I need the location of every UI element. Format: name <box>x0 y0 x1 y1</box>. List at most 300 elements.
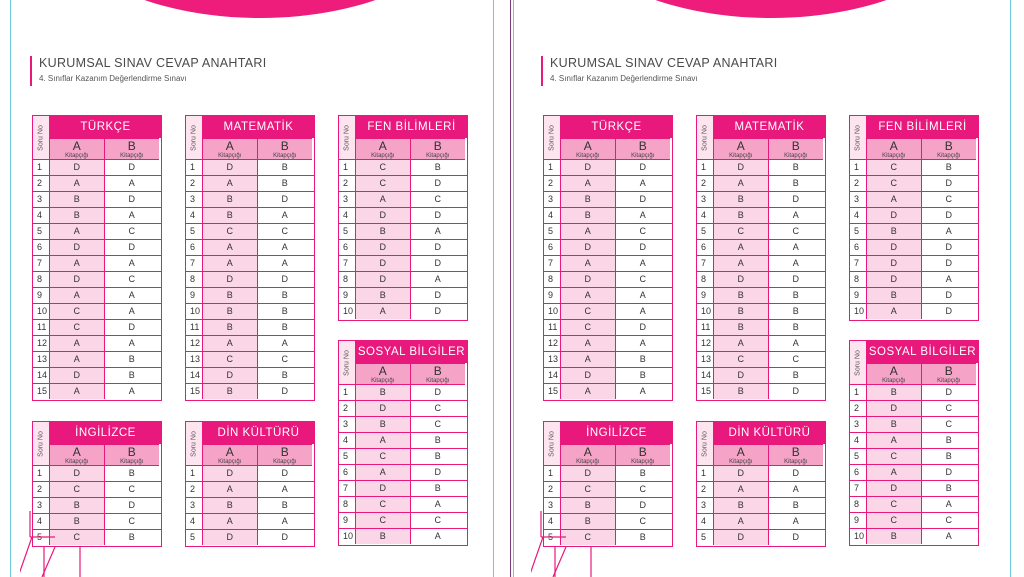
question-number: 1 <box>33 160 50 175</box>
question-number: 4 <box>33 514 50 529</box>
answer-row <box>697 384 825 400</box>
question-number: 4 <box>697 208 714 223</box>
answer-row <box>697 272 825 288</box>
answer-row <box>339 401 467 417</box>
answer-row <box>850 208 978 224</box>
answer-b: D <box>411 304 466 319</box>
question-number: 8 <box>339 497 356 512</box>
answer-a: D <box>714 530 769 545</box>
question-number: 3 <box>339 417 356 432</box>
answer-b: C <box>105 224 160 239</box>
answer-row <box>697 320 825 336</box>
answer-a: D <box>356 240 411 255</box>
question-number: 1 <box>186 466 203 481</box>
booklet-b-header <box>411 363 466 385</box>
answer-a: A <box>714 240 769 255</box>
answer-b: D <box>616 320 671 335</box>
answer-b: B <box>411 449 466 464</box>
booklet-caption: Kitapçığı <box>729 459 753 465</box>
question-number: 1 <box>33 466 50 481</box>
answer-b: B <box>616 530 671 545</box>
answer-b: B <box>258 176 313 191</box>
question-number: 2 <box>186 482 203 497</box>
answer-a: B <box>50 514 105 529</box>
question-number: 3 <box>544 498 561 513</box>
booklet-a-header <box>356 363 411 385</box>
answer-row <box>186 384 314 400</box>
answer-a: B <box>867 385 922 400</box>
question-number: 4 <box>339 433 356 448</box>
page-header <box>541 56 778 86</box>
answer-a: C <box>561 320 616 335</box>
answer-a: D <box>714 368 769 383</box>
soru-no-header <box>697 422 714 466</box>
answer-row <box>186 240 314 256</box>
answer-a: A <box>50 336 105 351</box>
question-number: 5 <box>186 530 203 545</box>
answer-a: D <box>50 368 105 383</box>
answer-a: D <box>203 160 258 175</box>
booklet-b-header <box>616 138 671 160</box>
answer-row <box>544 176 672 192</box>
answer-b: A <box>411 529 466 544</box>
answer-b: B <box>769 176 824 191</box>
answer-a: C <box>867 449 922 464</box>
answer-b: D <box>769 384 824 399</box>
question-number: 5 <box>697 224 714 239</box>
answer-a: D <box>561 240 616 255</box>
answer-b: A <box>105 304 160 319</box>
answer-b: B <box>258 160 313 175</box>
answer-a: C <box>867 497 922 512</box>
answer-row <box>33 176 161 192</box>
answer-a: D <box>50 160 105 175</box>
answer-key-page <box>531 0 1009 577</box>
booklet-caption: Kitapçığı <box>371 378 395 384</box>
question-number: 6 <box>850 240 867 255</box>
answer-b: C <box>922 401 977 416</box>
question-number: 1 <box>339 160 356 175</box>
answer-b: A <box>105 288 160 303</box>
answer-row <box>850 529 978 545</box>
booklet-letter: B <box>944 139 953 153</box>
answer-b: D <box>922 304 977 319</box>
answer-b: D <box>105 240 160 255</box>
page-header <box>30 56 267 86</box>
answer-a: D <box>561 272 616 287</box>
question-number: 5 <box>544 224 561 239</box>
answer-b: B <box>769 368 824 383</box>
answer-b: A <box>411 224 466 239</box>
answer-row <box>850 176 978 192</box>
answer-a: A <box>203 240 258 255</box>
question-number: 9 <box>850 513 867 528</box>
booklet-caption: Kitapçığı <box>120 153 144 159</box>
question-number: 7 <box>697 256 714 271</box>
question-number: 10 <box>850 304 867 319</box>
answer-a: B <box>867 417 922 432</box>
booklet-caption: Kitapçığı <box>576 153 600 159</box>
answer-row <box>850 240 978 256</box>
answer-row <box>850 288 978 304</box>
answer-a: C <box>867 160 922 175</box>
booklet-caption: Kitapçığı <box>729 153 753 159</box>
answer-b: D <box>411 240 466 255</box>
answer-a: C <box>50 320 105 335</box>
corner-decoration <box>531 497 631 577</box>
answer-row <box>697 208 825 224</box>
soru-no-label: Soru No <box>548 430 556 457</box>
question-number: 6 <box>339 240 356 255</box>
booklet-caption: Kitapçığı <box>631 153 655 159</box>
answer-a: C <box>356 449 411 464</box>
soru-no-header <box>544 422 561 466</box>
question-number: 1 <box>850 160 867 175</box>
answer-a: A <box>867 192 922 207</box>
answer-row <box>33 192 161 208</box>
answer-b: A <box>922 497 977 512</box>
answer-a: B <box>203 208 258 223</box>
question-number: 4 <box>339 208 356 223</box>
soru-no-header <box>697 116 714 160</box>
answer-b: D <box>616 160 671 175</box>
answer-b: A <box>769 256 824 271</box>
answer-a: C <box>714 352 769 367</box>
question-number: 5 <box>850 224 867 239</box>
answer-a: A <box>50 352 105 367</box>
question-number: 3 <box>544 192 561 207</box>
booklet-letter: B <box>280 445 289 459</box>
booklet-b-header <box>105 138 160 160</box>
question-number: 2 <box>697 176 714 191</box>
question-number: 1 <box>850 385 867 400</box>
booklet-caption: Kitapçığı <box>882 153 906 159</box>
section-title: DİN KÜLTÜRÜ <box>203 422 314 444</box>
answer-b: B <box>105 530 160 545</box>
answer-row <box>33 384 161 400</box>
answer-row <box>339 272 467 288</box>
answer-b: C <box>105 514 160 529</box>
answer-row <box>33 256 161 272</box>
answer-row <box>544 192 672 208</box>
soru-no-label: Soru No <box>343 124 351 151</box>
question-number: 7 <box>33 256 50 271</box>
answer-b: D <box>411 385 466 400</box>
answer-row <box>697 240 825 256</box>
booklet-caption: Kitapçığı <box>65 459 89 465</box>
answer-b: D <box>769 466 824 481</box>
booklet-letter: A <box>583 445 592 459</box>
answer-b: D <box>258 466 313 481</box>
question-number: 1 <box>697 160 714 175</box>
question-number: 4 <box>850 208 867 223</box>
answer-a: D <box>203 368 258 383</box>
question-number: 14 <box>544 368 561 383</box>
answer-a: C <box>561 304 616 319</box>
answer-b: B <box>105 368 160 383</box>
answer-a: C <box>561 530 616 545</box>
answer-row <box>33 320 161 336</box>
answer-b: B <box>616 352 671 367</box>
answer-row <box>339 176 467 192</box>
booklet-b-header <box>616 444 671 466</box>
answer-b: A <box>616 304 671 319</box>
booklet-caption: Kitapçığı <box>937 378 961 384</box>
answer-row <box>697 304 825 320</box>
question-number: 8 <box>697 272 714 287</box>
answer-a: A <box>714 176 769 191</box>
answer-b: C <box>411 513 466 528</box>
booklet-a-header <box>561 444 616 466</box>
answer-row <box>850 513 978 529</box>
answer-b: C <box>105 482 160 497</box>
answer-a: D <box>714 160 769 175</box>
answer-b: D <box>105 192 160 207</box>
answer-a: D <box>867 240 922 255</box>
question-number: 8 <box>186 272 203 287</box>
question-number: 2 <box>850 401 867 416</box>
booklet-a-header <box>867 363 922 385</box>
answer-b: A <box>258 482 313 497</box>
question-number: 7 <box>186 256 203 271</box>
answer-row <box>544 466 672 482</box>
soru-no-header <box>186 116 203 160</box>
answer-table-turkce <box>543 115 673 401</box>
answer-a: B <box>714 320 769 335</box>
booklet-letter: B <box>791 139 800 153</box>
question-number: 7 <box>544 256 561 271</box>
section-title: DİN KÜLTÜRÜ <box>714 422 825 444</box>
answer-a: B <box>356 417 411 432</box>
answer-a: A <box>867 433 922 448</box>
answer-row <box>544 336 672 352</box>
booklet-letter: B <box>638 139 647 153</box>
answer-b: D <box>411 176 466 191</box>
question-number: 2 <box>339 401 356 416</box>
answer-b: C <box>105 272 160 287</box>
soru-no-label: Soru No <box>37 430 45 457</box>
question-number: 6 <box>186 240 203 255</box>
answer-row <box>850 256 978 272</box>
page-title: KURUMSAL SINAV CEVAP ANAHTARI <box>39 56 267 70</box>
booklet-letter: A <box>72 139 81 153</box>
answer-b: D <box>258 192 313 207</box>
booklet-caption: Kitapçığı <box>631 459 655 465</box>
booklet-a-header <box>561 138 616 160</box>
answer-b: C <box>616 272 671 287</box>
question-number: 7 <box>339 256 356 271</box>
answer-row <box>33 482 161 498</box>
booklet-caption: Kitapçığı <box>784 153 808 159</box>
booklet-letter: A <box>889 364 898 378</box>
booklet-a-header <box>50 138 105 160</box>
answer-row <box>544 208 672 224</box>
answer-b: A <box>105 208 160 223</box>
answer-a: B <box>356 385 411 400</box>
answer-b: D <box>769 530 824 545</box>
answer-table-sosyal <box>849 340 979 546</box>
question-number: 12 <box>186 336 203 351</box>
answer-row <box>186 530 314 546</box>
answer-a: C <box>867 176 922 191</box>
answer-a: A <box>356 465 411 480</box>
answer-b: A <box>769 514 824 529</box>
question-number: 1 <box>186 160 203 175</box>
answer-b: C <box>616 224 671 239</box>
question-number: 2 <box>33 176 50 191</box>
soru-no-label: Soru No <box>343 349 351 376</box>
answer-b: B <box>922 449 977 464</box>
question-number: 7 <box>339 481 356 496</box>
answer-b: A <box>922 272 977 287</box>
answer-b: A <box>411 272 466 287</box>
answer-row <box>339 529 467 545</box>
booklet-caption: Kitapçığı <box>273 459 297 465</box>
answer-a: B <box>714 208 769 223</box>
answer-row <box>850 465 978 481</box>
answer-row <box>850 385 978 401</box>
booklet-letter: B <box>944 364 953 378</box>
booklet-b-header <box>105 444 160 466</box>
answer-row <box>544 288 672 304</box>
answer-b: B <box>922 433 977 448</box>
answer-row <box>697 256 825 272</box>
question-number: 8 <box>339 272 356 287</box>
answer-row <box>339 240 467 256</box>
answer-a: A <box>867 465 922 480</box>
booklet-letter: B <box>638 445 647 459</box>
answer-row <box>186 208 314 224</box>
answer-a: D <box>356 401 411 416</box>
question-number: 14 <box>697 368 714 383</box>
answer-a: D <box>50 272 105 287</box>
answer-b: B <box>769 320 824 335</box>
booklet-b-header <box>258 138 313 160</box>
answer-a: A <box>714 482 769 497</box>
booklet-letter: A <box>736 445 745 459</box>
question-number: 3 <box>339 192 356 207</box>
answer-row <box>33 466 161 482</box>
answer-a: C <box>50 304 105 319</box>
answer-row <box>850 224 978 240</box>
question-number: 2 <box>186 176 203 191</box>
question-number: 4 <box>33 208 50 223</box>
answer-a: C <box>356 497 411 512</box>
question-number: 4 <box>544 514 561 529</box>
section-title: TÜRKÇE <box>50 116 161 138</box>
answer-row <box>33 160 161 176</box>
answer-row <box>33 352 161 368</box>
page-guide-line <box>10 0 11 577</box>
booklet-letter: A <box>378 139 387 153</box>
answer-row <box>339 224 467 240</box>
booklet-a-header <box>50 444 105 466</box>
answer-a: A <box>50 176 105 191</box>
question-number: 5 <box>186 224 203 239</box>
question-number: 2 <box>339 176 356 191</box>
corner-decoration <box>20 497 120 577</box>
answer-row <box>186 466 314 482</box>
answer-row <box>186 192 314 208</box>
answer-a: B <box>867 529 922 544</box>
answer-a: D <box>561 160 616 175</box>
booklet-b-header <box>769 444 824 466</box>
answer-a: D <box>356 481 411 496</box>
question-number: 2 <box>33 482 50 497</box>
answer-b: D <box>769 272 824 287</box>
page-guide-line <box>1010 0 1011 577</box>
answer-row <box>544 272 672 288</box>
answer-row <box>339 497 467 513</box>
answer-a: B <box>714 498 769 513</box>
answer-a: A <box>714 256 769 271</box>
answer-b: A <box>769 482 824 497</box>
answer-a: B <box>203 498 258 513</box>
question-number: 4 <box>850 433 867 448</box>
answer-row <box>33 368 161 384</box>
answer-b: C <box>411 192 466 207</box>
booklet-b-header <box>922 363 977 385</box>
answer-row <box>186 160 314 176</box>
answer-row <box>697 466 825 482</box>
answer-b: C <box>616 482 671 497</box>
booklet-b-header <box>258 444 313 466</box>
answer-b: A <box>922 529 977 544</box>
answer-a: B <box>714 192 769 207</box>
question-number: 7 <box>850 481 867 496</box>
answer-b: C <box>922 417 977 432</box>
answer-b: C <box>922 513 977 528</box>
question-number: 3 <box>33 498 50 513</box>
answer-a: A <box>203 336 258 351</box>
answer-a: B <box>714 304 769 319</box>
answer-table-matematik <box>185 115 315 401</box>
answer-b: D <box>922 465 977 480</box>
answer-row <box>697 352 825 368</box>
answer-a: A <box>203 514 258 529</box>
booklet-caption: Kitapçığı <box>218 153 242 159</box>
question-number: 8 <box>544 272 561 287</box>
booklet-letter: B <box>280 139 289 153</box>
answer-row <box>339 160 467 176</box>
booklet-caption: Kitapçığı <box>218 459 242 465</box>
answer-a: B <box>561 514 616 529</box>
answer-b: D <box>411 208 466 223</box>
question-number: 10 <box>697 304 714 319</box>
question-number: 8 <box>850 272 867 287</box>
answer-row <box>544 256 672 272</box>
answer-b: B <box>411 160 466 175</box>
answer-b: A <box>105 336 160 351</box>
question-number: 12 <box>697 336 714 351</box>
page-subtitle: 4. Sınıflar Kazanım Değerlendirme Sınavı <box>39 74 187 83</box>
decorative-stroke <box>20 537 32 577</box>
section-title: TÜRKÇE <box>561 116 672 138</box>
question-number: 6 <box>544 240 561 255</box>
answer-b: C <box>258 352 313 367</box>
booklet-a-header <box>356 138 411 160</box>
top-banner <box>571 0 971 18</box>
answer-a: A <box>561 176 616 191</box>
question-number: 15 <box>186 384 203 399</box>
answer-a: A <box>203 176 258 191</box>
question-number: 5 <box>339 449 356 464</box>
answer-b: D <box>769 192 824 207</box>
question-number: 4 <box>186 514 203 529</box>
answer-b: C <box>411 417 466 432</box>
question-number: 1 <box>339 385 356 400</box>
answer-a: B <box>561 192 616 207</box>
